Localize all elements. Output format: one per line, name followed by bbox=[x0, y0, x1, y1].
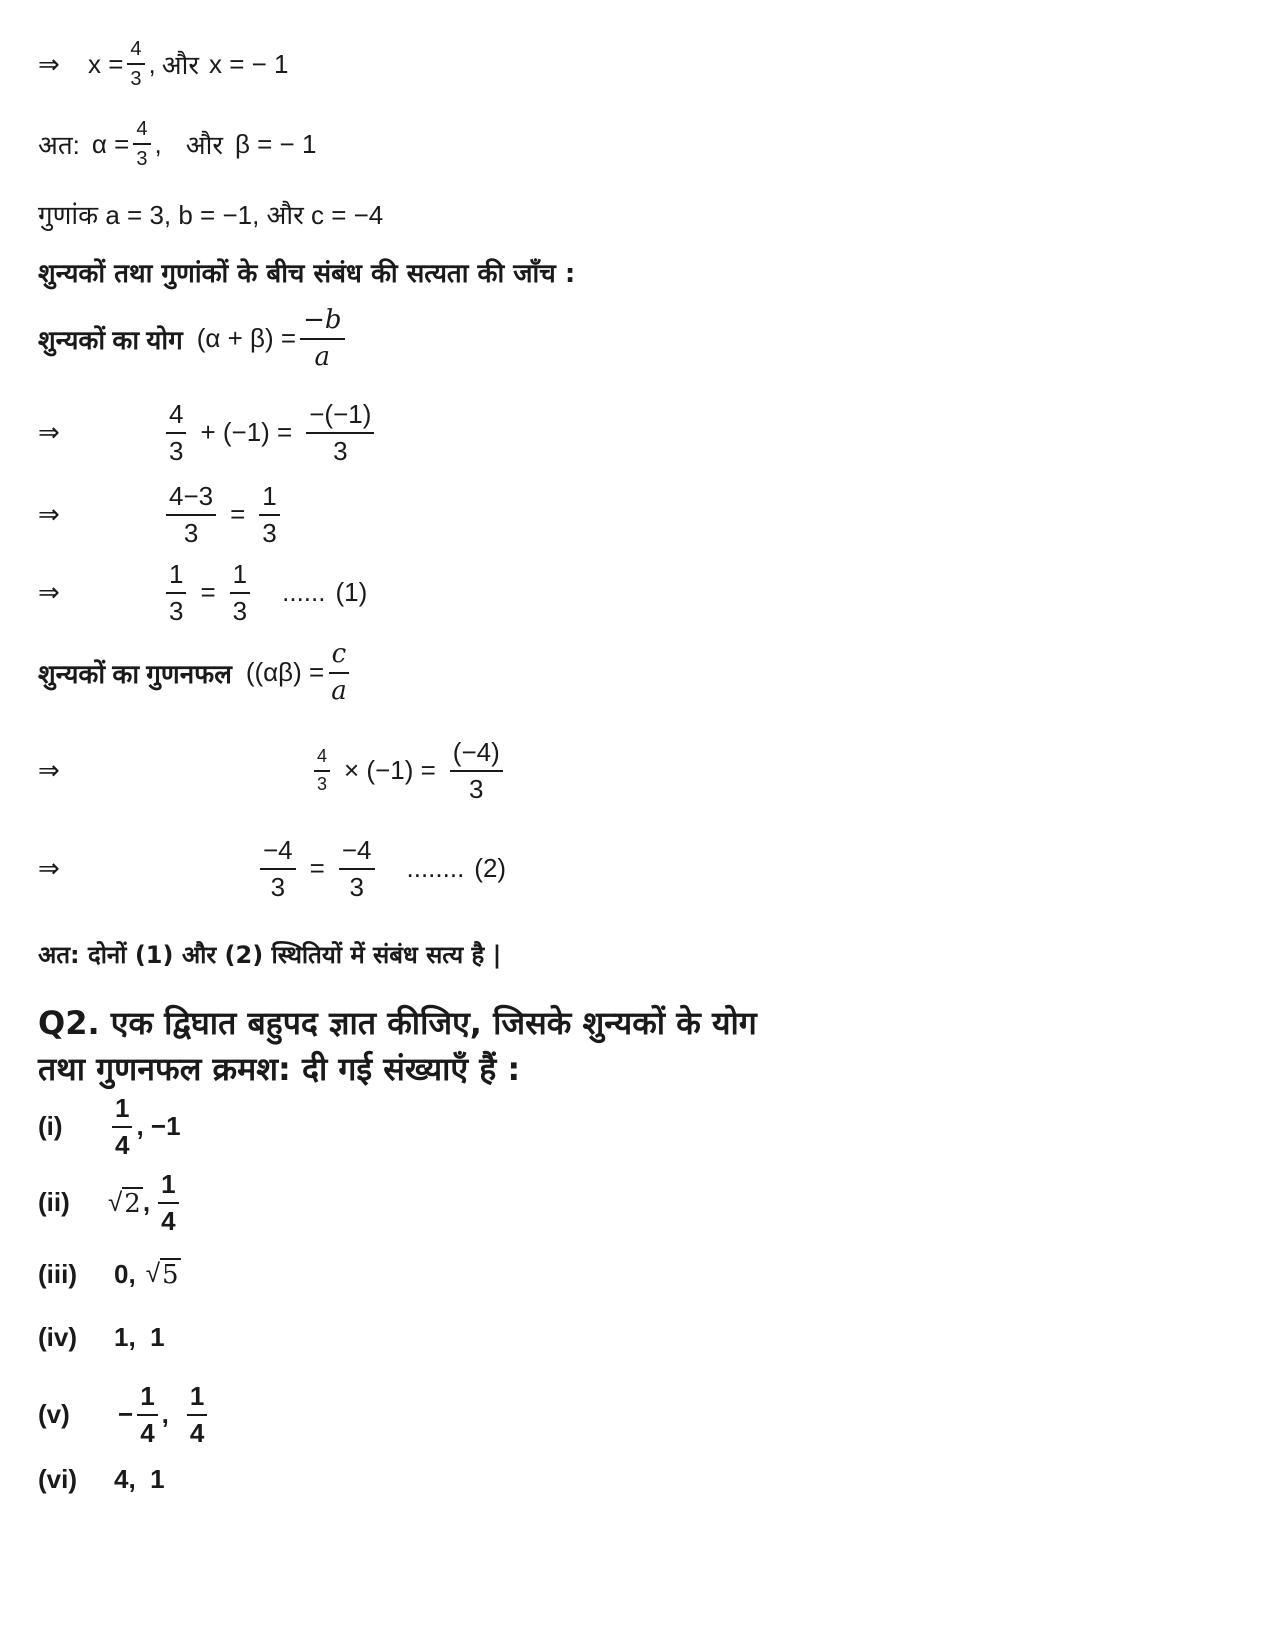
fraction-one-third: $\frac{1}{3}$ bbox=[166, 560, 186, 625]
product-substitution-line: ⇒ $\frac{4}{3}$ × (−1) = $\frac{(-4)}{3}$ bbox=[38, 738, 507, 803]
sum-substitution-line: ⇒ $\frac{4}{3}$ + (−1) = $\frac{-(-1)}{3}$ bbox=[38, 400, 378, 465]
x-equals-minus-one: x = − 1 bbox=[209, 48, 289, 79]
fraction-neg-four-over-three: $\frac{-4}{3}$ bbox=[339, 836, 375, 901]
implies-arrow: ⇒ bbox=[38, 755, 60, 786]
question-2-line-1: Q2. एक द्विघात बहुपद ज्ञात कीजिए, जिसके शुन्यकों के योग bbox=[38, 1004, 757, 1042]
fraction-four-thirds: $\frac{4}{3}$ bbox=[127, 38, 144, 90]
fraction-neg-neg-one-over-three: $\frac{-(-1)}{3}$ bbox=[306, 400, 374, 465]
question-2 bbox=[38, 1000, 757, 1092]
beta-equals: β = − 1 bbox=[234, 128, 317, 159]
fraction-four-thirds: $\frac{4}{3}$ bbox=[314, 747, 330, 795]
equation-tag-2: (2) bbox=[474, 853, 507, 884]
fraction-minus-b-over-a: $\frac{-b}{a}$ bbox=[300, 306, 344, 371]
fraction-one-third: $\frac{1}{3}$ bbox=[230, 560, 250, 625]
fraction-neg-four-over-three: $\frac{-4}{3}$ bbox=[260, 836, 296, 901]
fraction-four-thirds: $\frac{4}{3}$ bbox=[133, 118, 150, 170]
fraction-four-minus-three-over-three: $\frac{4-3}{3}$ bbox=[166, 482, 216, 547]
sum-simplify-line: ⇒ $\frac{4-3}{3}$ = $\frac{1}{3}$ bbox=[38, 482, 284, 547]
implies-arrow: ⇒ bbox=[38, 48, 60, 79]
fraction-one-fourth: $\frac{1}{4}$ bbox=[137, 1382, 157, 1447]
fraction-one-fourth: $\frac{1}{4}$ bbox=[112, 1094, 132, 1159]
sum-result-line: ⇒ $\frac{1}{3}$ = $\frac{1}{3}$ ...... (1) bbox=[38, 559, 368, 626]
sqrt-five: √ 5 bbox=[145, 1258, 179, 1290]
and-word: और bbox=[185, 130, 223, 160]
question-item-i: (i) $\frac{1}{4}$ , −1 bbox=[38, 1093, 181, 1160]
implies-arrow: ⇒ bbox=[38, 417, 60, 448]
fraction-four-thirds: $\frac{4}{3}$ bbox=[166, 400, 186, 465]
equation-tag-1: (1) bbox=[335, 577, 368, 608]
fraction-c-over-a: $\frac{c}{a}$ bbox=[328, 640, 350, 705]
fraction-one-fourth: $\frac{1}{4}$ bbox=[158, 1170, 178, 1235]
hence-word: अत: bbox=[38, 130, 80, 160]
solution-line-x-values: ⇒ x = $\frac{4}{3}$ , और x = − 1 bbox=[38, 38, 289, 90]
sqrt-two: √ 2 bbox=[108, 1186, 141, 1219]
product-result-line: ⇒ $\frac{-4}{3}$ = $\frac{-4}{3}$ ........ (2) bbox=[38, 835, 507, 902]
fraction-neg-four-over-three: $\frac{(-4)}{3}$ bbox=[450, 738, 503, 803]
fraction-one-third: $\frac{1}{3}$ bbox=[259, 482, 279, 547]
verification-heading: शुन्यकों तथा गुणांकों के बीच संबंध की सत्यता की जाँच : bbox=[38, 259, 576, 289]
question-item-iii: (iii) 0, √ 5 bbox=[38, 1258, 179, 1290]
question-item-ii: (ii) √ 2 , $\frac{1}{4}$ bbox=[38, 1170, 183, 1235]
solution-line-alpha-beta: अत: α = $\frac{4}{3}$ , और β = − 1 bbox=[38, 118, 317, 170]
coefficients-line: गुणांक a = 3, b = −1, और c = −4 bbox=[38, 200, 384, 230]
implies-arrow: ⇒ bbox=[38, 577, 60, 608]
and-word: और bbox=[161, 50, 200, 80]
implies-arrow: ⇒ bbox=[38, 853, 60, 884]
x-equals: x = bbox=[88, 48, 124, 79]
conclusion-line: अत: दोनों (1) और (2) स्थितियों में संबंध सत्य है | bbox=[38, 941, 502, 969]
product-of-zeroes-formula: शुन्यकों का गुणनफल ((αβ) = $\frac{c}{a}$ bbox=[38, 640, 354, 705]
fraction-one-fourth: $\frac{1}{4}$ bbox=[187, 1382, 207, 1447]
sum-of-zeroes-formula: शुन्यकों का योग (α + β) = $\frac{-b}{a}$ bbox=[38, 306, 349, 371]
question-item-iv: (iv) 1, 1 bbox=[38, 1322, 165, 1352]
question-2-line-2: तथा गुणनफल क्रमश: दी गई संख्याएँ हैं : bbox=[38, 1050, 521, 1088]
question-item-vi: (vi) 4, 1 bbox=[38, 1464, 165, 1494]
question-item-v: (v) − $\frac{1}{4}$ , $\frac{1}{4}$ bbox=[38, 1382, 211, 1447]
alpha-equals: α = bbox=[91, 128, 130, 159]
implies-arrow: ⇒ bbox=[38, 499, 60, 530]
